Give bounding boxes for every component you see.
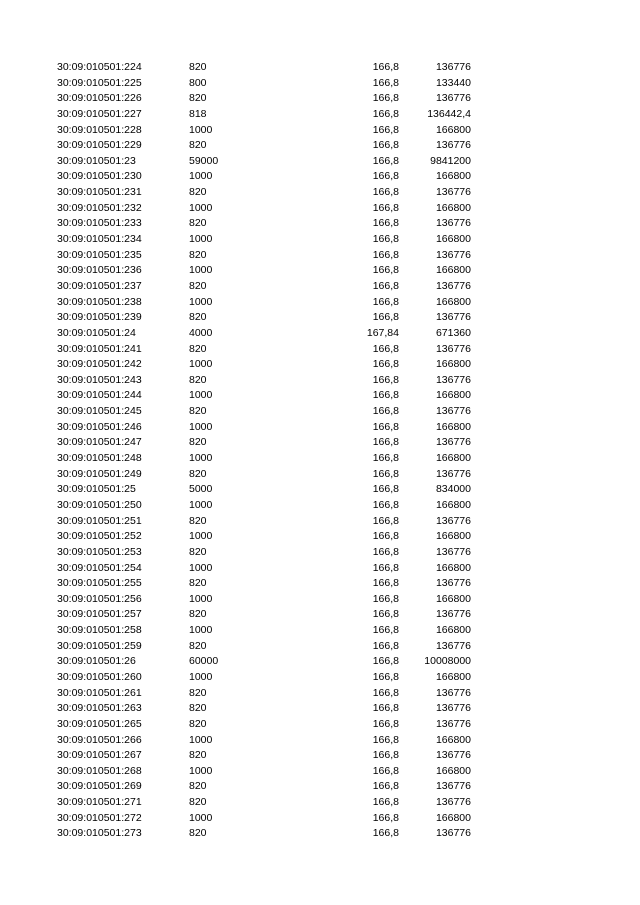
table-row: [0, 826, 640, 842]
table-row: [0, 91, 640, 107]
value-cell: 136442,4: [427, 107, 471, 120]
value-cell: 136776: [435, 514, 471, 527]
value-cell: 10008000: [424, 655, 471, 668]
area-cell: 820: [189, 608, 207, 621]
value-cell: 136776: [435, 217, 471, 230]
rate-cell: 166,8: [372, 311, 399, 324]
area-cell: 800: [189, 76, 207, 89]
cadastral-number-cell: 30:09:010501:24: [57, 326, 136, 339]
table-row: [0, 529, 640, 545]
area-cell: 1000: [189, 530, 213, 543]
area-cell: 820: [189, 92, 207, 105]
value-cell: 834000: [435, 483, 471, 496]
area-cell: 1000: [189, 670, 213, 683]
cadastral-number-cell: 30:09:010501:260: [57, 670, 142, 683]
rate-cell: 166,8: [372, 545, 399, 558]
rate-cell: 166,8: [372, 201, 399, 214]
table-row: [0, 654, 640, 670]
area-cell: 820: [189, 780, 207, 793]
cadastral-number-cell: 30:09:010501:255: [57, 577, 142, 590]
value-cell: 166800: [435, 733, 471, 746]
cadastral-number-cell: 30:09:010501:248: [57, 452, 142, 465]
table-row: [0, 420, 640, 436]
table-row: [0, 326, 640, 342]
value-cell: 136776: [435, 796, 471, 809]
value-cell: 136776: [435, 436, 471, 449]
table-row: [0, 733, 640, 749]
table-row: [0, 232, 640, 248]
rate-cell: 166,8: [372, 154, 399, 167]
value-cell: 136776: [435, 827, 471, 840]
table-row: [0, 545, 640, 561]
cadastral-number-cell: 30:09:010501:231: [57, 186, 142, 199]
area-cell: 1000: [189, 561, 213, 574]
value-cell: 166800: [435, 170, 471, 183]
cadastral-number-cell: 30:09:010501:238: [57, 295, 142, 308]
value-cell: 136776: [435, 186, 471, 199]
rate-cell: 166,8: [372, 342, 399, 355]
value-cell: 166800: [435, 530, 471, 543]
value-cell: 136776: [435, 139, 471, 152]
rate-cell: 166,8: [372, 749, 399, 762]
rate-cell: 166,8: [372, 717, 399, 730]
table-row: [0, 764, 640, 780]
area-cell: 820: [189, 686, 207, 699]
value-cell: 136776: [435, 373, 471, 386]
area-cell: 820: [189, 467, 207, 480]
table-row: [0, 388, 640, 404]
value-cell: 166800: [435, 670, 471, 683]
value-cell: 166800: [435, 201, 471, 214]
value-cell: 136776: [435, 702, 471, 715]
area-cell: 820: [189, 436, 207, 449]
rate-cell: 166,8: [372, 452, 399, 465]
value-cell: 166800: [435, 123, 471, 136]
area-cell: 1000: [189, 811, 213, 824]
cadastral-number-cell: 30:09:010501:236: [57, 264, 142, 277]
table-row: [0, 795, 640, 811]
cadastral-number-cell: 30:09:010501:267: [57, 749, 142, 762]
area-cell: 820: [189, 405, 207, 418]
table-row: [0, 279, 640, 295]
rate-cell: 166,8: [372, 577, 399, 590]
table-row: [0, 451, 640, 467]
table-row: [0, 467, 640, 483]
area-cell: 820: [189, 577, 207, 590]
rate-cell: 166,8: [372, 405, 399, 418]
cadastral-number-cell: 30:09:010501:26: [57, 655, 136, 668]
table-row: [0, 498, 640, 514]
cadastral-number-cell: 30:09:010501:257: [57, 608, 142, 621]
value-cell: 166800: [435, 764, 471, 777]
cadastral-number-cell: 30:09:010501:252: [57, 530, 142, 543]
cadastral-number-cell: 30:09:010501:232: [57, 201, 142, 214]
rate-cell: 166,8: [372, 608, 399, 621]
table-row: [0, 263, 640, 279]
data-table: [0, 60, 640, 842]
area-cell: 820: [189, 545, 207, 558]
cadastral-number-cell: 30:09:010501:237: [57, 279, 142, 292]
cadastral-number-cell: 30:09:010501:263: [57, 702, 142, 715]
rate-cell: 166,8: [372, 264, 399, 277]
value-cell: 166800: [435, 561, 471, 574]
table-row: [0, 123, 640, 139]
table-row: [0, 154, 640, 170]
table-row: [0, 201, 640, 217]
cadastral-number-cell: 30:09:010501:249: [57, 467, 142, 480]
rate-cell: 166,8: [372, 436, 399, 449]
area-cell: 820: [189, 217, 207, 230]
rate-cell: 166,8: [372, 811, 399, 824]
area-cell: 820: [189, 749, 207, 762]
table-row: [0, 435, 640, 451]
rate-cell: 166,8: [372, 217, 399, 230]
value-cell: 136776: [435, 780, 471, 793]
cadastral-number-cell: 30:09:010501:256: [57, 592, 142, 605]
cadastral-number-cell: 30:09:010501:247: [57, 436, 142, 449]
rate-cell: 166,8: [372, 61, 399, 73]
table-row: [0, 76, 640, 92]
table-row: [0, 670, 640, 686]
value-cell: 133440: [435, 76, 471, 89]
area-cell: 1000: [189, 592, 213, 605]
value-cell: 136776: [435, 61, 471, 73]
cadastral-number-cell: 30:09:010501:253: [57, 545, 142, 558]
cadastral-number-cell: 30:09:010501:261: [57, 686, 142, 699]
rate-cell: 166,8: [372, 639, 399, 652]
rate-cell: 166,8: [372, 530, 399, 543]
cadastral-number-cell: 30:09:010501:265: [57, 717, 142, 730]
table-row: [0, 686, 640, 702]
table-row: [0, 185, 640, 201]
area-cell: 1000: [189, 452, 213, 465]
area-cell: 60000: [189, 655, 219, 668]
value-cell: 166800: [435, 452, 471, 465]
cadastral-number-cell: 30:09:010501:233: [57, 217, 142, 230]
value-cell: 166800: [435, 389, 471, 402]
cadastral-number-cell: 30:09:010501:226: [57, 92, 142, 105]
rate-cell: 166,8: [372, 483, 399, 496]
rate-cell: 166,8: [372, 498, 399, 511]
table-row: [0, 482, 640, 498]
rate-cell: 166,8: [372, 733, 399, 746]
area-cell: 1000: [189, 389, 213, 402]
table-row: [0, 373, 640, 389]
rate-cell: 166,8: [372, 655, 399, 668]
area-cell: 820: [189, 186, 207, 199]
value-cell: 166800: [435, 420, 471, 433]
cadastral-number-cell: 30:09:010501:243: [57, 373, 142, 386]
rate-cell: 166,8: [372, 389, 399, 402]
value-cell: 136776: [435, 279, 471, 292]
table-row: [0, 295, 640, 311]
table-row: [0, 169, 640, 185]
cadastral-number-cell: 30:09:010501:246: [57, 420, 142, 433]
cadastral-number-cell: 30:09:010501:230: [57, 170, 142, 183]
cadastral-number-cell: 30:09:010501:250: [57, 498, 142, 511]
table-row: [0, 748, 640, 764]
rate-cell: 166,8: [372, 670, 399, 683]
area-cell: 1000: [189, 264, 213, 277]
table-row: [0, 561, 640, 577]
rate-cell: 166,8: [372, 92, 399, 105]
cadastral-number-cell: 30:09:010501:25: [57, 483, 136, 496]
value-cell: 136776: [435, 717, 471, 730]
value-cell: 136776: [435, 405, 471, 418]
area-cell: 1000: [189, 420, 213, 433]
rate-cell: 166,8: [372, 420, 399, 433]
area-cell: 1000: [189, 358, 213, 371]
table-row: [0, 248, 640, 264]
cadastral-number-cell: 30:09:010501:235: [57, 248, 142, 261]
cadastral-number-cell: 30:09:010501:234: [57, 233, 142, 246]
rate-cell: 166,8: [372, 592, 399, 605]
area-cell: 820: [189, 61, 207, 73]
area-cell: 820: [189, 702, 207, 715]
rate-cell: 166,8: [372, 796, 399, 809]
table-row: [0, 310, 640, 326]
value-cell: 136776: [435, 608, 471, 621]
area-cell: 820: [189, 279, 207, 292]
cadastral-number-cell: 30:09:010501:242: [57, 358, 142, 371]
cadastral-number-cell: 30:09:010501:251: [57, 514, 142, 527]
value-cell: 671360: [435, 326, 471, 339]
rate-cell: 166,8: [372, 373, 399, 386]
cadastral-number-cell: 30:09:010501:244: [57, 389, 142, 402]
area-cell: 1000: [189, 764, 213, 777]
cadastral-number-cell: 30:09:010501:241: [57, 342, 142, 355]
table-row: [0, 514, 640, 530]
value-cell: 136776: [435, 577, 471, 590]
value-cell: 9841200: [430, 154, 471, 167]
area-cell: 59000: [189, 154, 219, 167]
rate-cell: 166,8: [372, 123, 399, 136]
table-row: [0, 404, 640, 420]
cadastral-number-cell: 30:09:010501:228: [57, 123, 142, 136]
value-cell: 136776: [435, 248, 471, 261]
rate-cell: 166,8: [372, 279, 399, 292]
value-cell: 136776: [435, 342, 471, 355]
value-cell: 166800: [435, 624, 471, 637]
rate-cell: 166,8: [372, 295, 399, 308]
rate-cell: 166,8: [372, 467, 399, 480]
cadastral-number-cell: 30:09:010501:269: [57, 780, 142, 793]
rate-cell: 166,8: [372, 827, 399, 840]
cadastral-number-cell: 30:09:010501:273: [57, 827, 142, 840]
area-cell: 820: [189, 139, 207, 152]
cadastral-number-cell: 30:09:010501:268: [57, 764, 142, 777]
table-row: [0, 701, 640, 717]
cadastral-number-cell: 30:09:010501:23: [57, 154, 136, 167]
area-cell: 1000: [189, 733, 213, 746]
rate-cell: 166,8: [372, 624, 399, 637]
cadastral-number-cell: 30:09:010501:239: [57, 311, 142, 324]
table-row: [0, 811, 640, 827]
cadastral-number-cell: 30:09:010501:224: [57, 61, 142, 73]
cadastral-number-cell: 30:09:010501:227: [57, 107, 142, 120]
table-row: [0, 779, 640, 795]
value-cell: 166800: [435, 498, 471, 511]
value-cell: 136776: [435, 749, 471, 762]
area-cell: 820: [189, 373, 207, 386]
table-row: [0, 357, 640, 373]
rate-cell: 166,8: [372, 170, 399, 183]
rate-cell: 166,8: [372, 561, 399, 574]
area-cell: 818: [189, 107, 207, 120]
value-cell: 136776: [435, 92, 471, 105]
table-row: [0, 138, 640, 154]
table-row: [0, 592, 640, 608]
cadastral-number-cell: 30:09:010501:254: [57, 561, 142, 574]
area-cell: 820: [189, 796, 207, 809]
rate-cell: 166,8: [372, 686, 399, 699]
area-cell: 820: [189, 827, 207, 840]
cadastral-number-cell: 30:09:010501:271: [57, 796, 142, 809]
table-row: [0, 639, 640, 655]
rate-cell: 166,8: [372, 702, 399, 715]
table-row: [0, 623, 640, 639]
area-cell: 1000: [189, 201, 213, 214]
rate-cell: 166,8: [372, 139, 399, 152]
cadastral-number-cell: 30:09:010501:258: [57, 624, 142, 637]
table-row: [0, 607, 640, 623]
area-cell: 5000: [189, 483, 213, 496]
value-cell: 136776: [435, 545, 471, 558]
value-cell: 136776: [435, 686, 471, 699]
rate-cell: 166,8: [372, 358, 399, 371]
rate-cell: 166,8: [372, 764, 399, 777]
area-cell: 1000: [189, 498, 213, 511]
area-cell: 1000: [189, 123, 213, 136]
cadastral-number-cell: 30:09:010501:245: [57, 405, 142, 418]
cadastral-number-cell: 30:09:010501:225: [57, 76, 142, 89]
value-cell: 166800: [435, 358, 471, 371]
cadastral-number-cell: 30:09:010501:272: [57, 811, 142, 824]
rate-cell: 166,8: [372, 76, 399, 89]
area-cell: 820: [189, 342, 207, 355]
area-cell: 4000: [189, 326, 213, 339]
rate-cell: 167,84: [366, 326, 399, 339]
value-cell: 166800: [435, 233, 471, 246]
area-cell: 820: [189, 248, 207, 261]
rate-cell: 166,8: [372, 233, 399, 246]
table-row: [0, 717, 640, 733]
table-row: [0, 60, 640, 76]
table-row: [0, 342, 640, 358]
rate-cell: 166,8: [372, 186, 399, 199]
value-cell: 136776: [435, 311, 471, 324]
table-row: [0, 576, 640, 592]
cadastral-number-cell: 30:09:010501:229: [57, 139, 142, 152]
area-cell: 820: [189, 514, 207, 527]
rate-cell: 166,8: [372, 514, 399, 527]
cadastral-number-cell: 30:09:010501:266: [57, 733, 142, 746]
rate-cell: 166,8: [372, 107, 399, 120]
rate-cell: 166,8: [372, 780, 399, 793]
rate-cell: 166,8: [372, 248, 399, 261]
value-cell: 136776: [435, 639, 471, 652]
cadastral-number-cell: 30:09:010501:259: [57, 639, 142, 652]
table-row: [0, 216, 640, 232]
value-cell: 136776: [435, 467, 471, 480]
value-cell: 166800: [435, 295, 471, 308]
area-cell: 1000: [189, 624, 213, 637]
area-cell: 1000: [189, 233, 213, 246]
value-cell: 166800: [435, 592, 471, 605]
area-cell: 820: [189, 311, 207, 324]
area-cell: 1000: [189, 170, 213, 183]
area-cell: 820: [189, 717, 207, 730]
value-cell: 166800: [435, 811, 471, 824]
value-cell: 166800: [435, 264, 471, 277]
area-cell: 820: [189, 639, 207, 652]
table-row: [0, 107, 640, 123]
area-cell: 1000: [189, 295, 213, 308]
